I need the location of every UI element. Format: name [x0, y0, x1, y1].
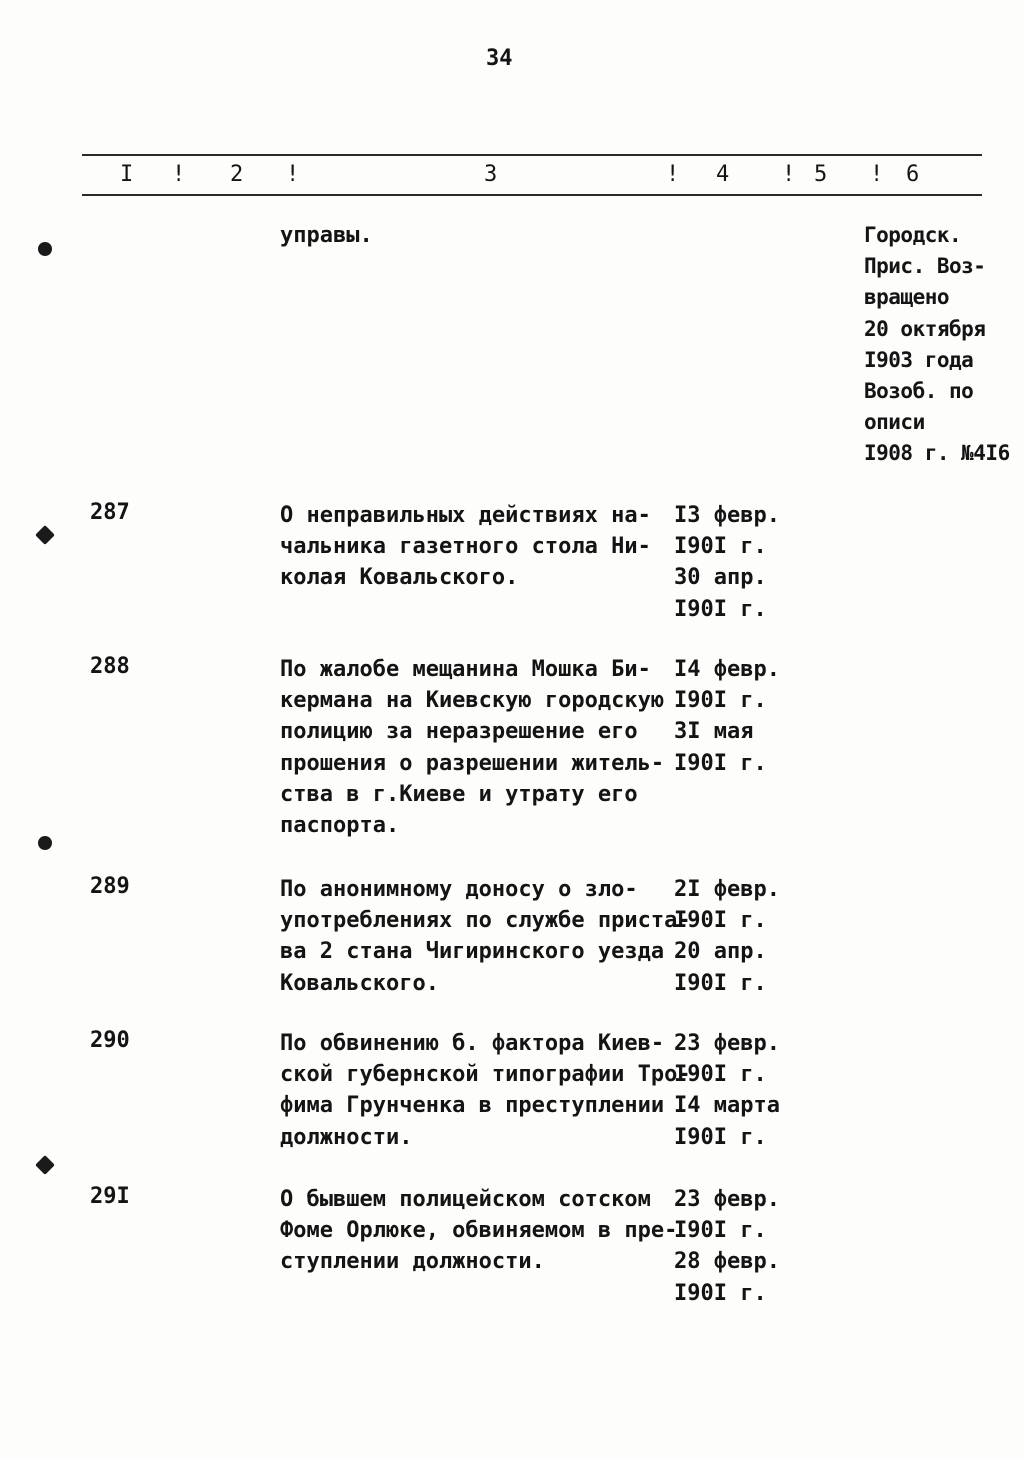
- column-separator: !: [666, 162, 680, 187]
- record-description: О бывшем полицейском сотском Фоме Орлюке, обвиняемом в пре- ступлении должности.: [280, 1187, 678, 1275]
- page-number: 34: [486, 46, 513, 71]
- column-header-6: 6: [906, 162, 920, 187]
- punch-hole-mark: [38, 836, 52, 850]
- continuation-description: управы.: [280, 223, 373, 248]
- column-header-3: 3: [484, 162, 498, 187]
- record-number: 290: [90, 1028, 130, 1053]
- record-description: По обвинению б. фактора Киев- ской губернской типографии Тро- фима Грунченка в преступлении должности.: [280, 1031, 691, 1150]
- record-number: 288: [90, 654, 130, 679]
- record-description: По анонимному доносу о зло- употреблениях по службе приста- ва 2 стана Чигиринского уезда Ковальского.: [280, 877, 691, 996]
- column-separator: !: [870, 162, 884, 187]
- column-header-2: 2: [230, 162, 244, 187]
- record-description: О неправильных действиях на- чальника газетного стола Ни- колая Ковальского.: [280, 503, 651, 591]
- record-number: 289: [90, 874, 130, 899]
- continuation-notes: Городск. Прис. Воз- вращено 20 октября I903 года Возоб. по описи I908 г. №4I6: [864, 223, 1010, 466]
- column-header-1: I: [120, 162, 134, 187]
- header-top-rule: [82, 154, 982, 156]
- record-dates: 23 февр. I90I г. 28 февр. I90I г.: [674, 1187, 780, 1306]
- punch-hole-mark: [38, 242, 52, 256]
- record-number: 287: [90, 500, 130, 525]
- record-number: 29I: [90, 1184, 130, 1209]
- column-header-4: 4: [716, 162, 730, 187]
- record-dates: 23 февр. I90I г. I4 марта I90I г.: [674, 1031, 780, 1150]
- punch-hole-mark: [35, 525, 55, 545]
- record-dates: 2I февр. I90I г. 20 апр. I90I г.: [674, 877, 780, 996]
- column-header-5: 5: [814, 162, 828, 187]
- record-dates: I3 февр. I90I г. 30 апр. I90I г.: [674, 503, 780, 622]
- column-separator: !: [782, 162, 796, 187]
- header-bottom-rule: [82, 194, 982, 196]
- punch-hole-mark: [35, 1155, 55, 1175]
- column-separator: !: [172, 162, 186, 187]
- record-dates: I4 февр. I90I г. 3I мая I90I г.: [674, 657, 780, 776]
- column-separator: !: [286, 162, 300, 187]
- record-description: По жалобе мещанина Мошка Би- кермана на Киевскую городскую полицию за неразрешение его прошения о разрешении житель- ства в г.Киеве и утрату его паспорта.: [280, 657, 665, 839]
